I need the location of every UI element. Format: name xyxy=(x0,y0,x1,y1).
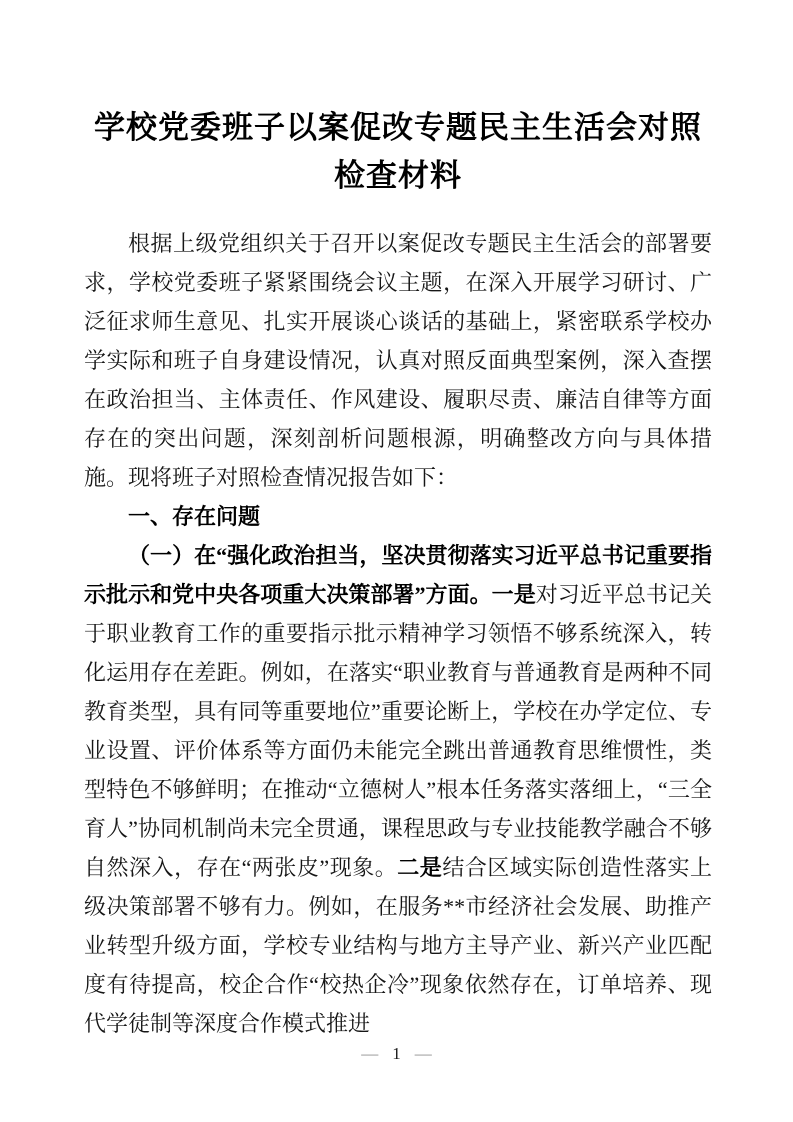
document-body xyxy=(84,224,712,1043)
intro-paragraph: 根据上级党组织关于召开以案促改专题民主生活会的部署要求，学校党委班子紧紧围绕会议主题，在深入开展学习研讨、广泛征求师生意见、扎实开展谈心谈话的基础上，紧密联系学校办学实际和班子自身建设情况，认真对照反面典型案例，深入查摆在政治担当、主体责任、作风建设、履职尽责、廉洁自律等方面存在的突出问题，深刻剖析问题根源，明确整改方向与具体措施。现将班子对照检查情况报告如下： xyxy=(84,231,712,490)
page-footer xyxy=(0,1044,793,1064)
document-content xyxy=(84,104,712,1043)
point-2-marker: 二是 xyxy=(397,855,443,880)
footer-dash-left: — xyxy=(361,1044,379,1063)
item-1-lead-sentence: （一）在“强化政治担当，坚决贯彻落实习近平总书记重要指示批示和党中央各项重大决策部署”方面。 xyxy=(84,543,712,607)
item-1-paragraph xyxy=(84,536,712,1043)
point-2-text: 结合区域实际创造性落实上级决策部署不够有力。例如，在服务**市经济社会发展、助推产业转型升级方面，学校专业结构与地方主导产业、新兴产业匹配度有待提高，校企合作“校热企冷”现象依然存在，订单培养、现代学徒制等深度合作模式推进 xyxy=(84,855,712,1036)
point-1-text: 对习近平总书记关于职业教育工作的重要指示批示精神学习领悟不够系统深入，转化运用存在差距。例如，在落实“职业教育与普通教育是两种不同教育类型，具有同等重要地位”重要论断上，学校在办学定位、专业设置、评价体系等方面仍未能完全跳出普通教育思维惯性，类型特色不够鲜明；在推动“立德树人”根本任务落实落细上，“三全育人”协同机制尚未完全贯通，课程思政与专业技能教学融合不够自然深入，存在“两张皮”现象。 xyxy=(84,582,712,880)
footer-dash-right: — xyxy=(414,1044,432,1063)
point-1-marker: 一是 xyxy=(491,582,536,607)
page-number: 1 xyxy=(392,1044,401,1063)
document-title: 学校党委班子以案促改专题民主生活会对照检查材料 xyxy=(94,110,702,193)
section-heading-existing-problems: 一、存在问题 xyxy=(128,504,261,529)
